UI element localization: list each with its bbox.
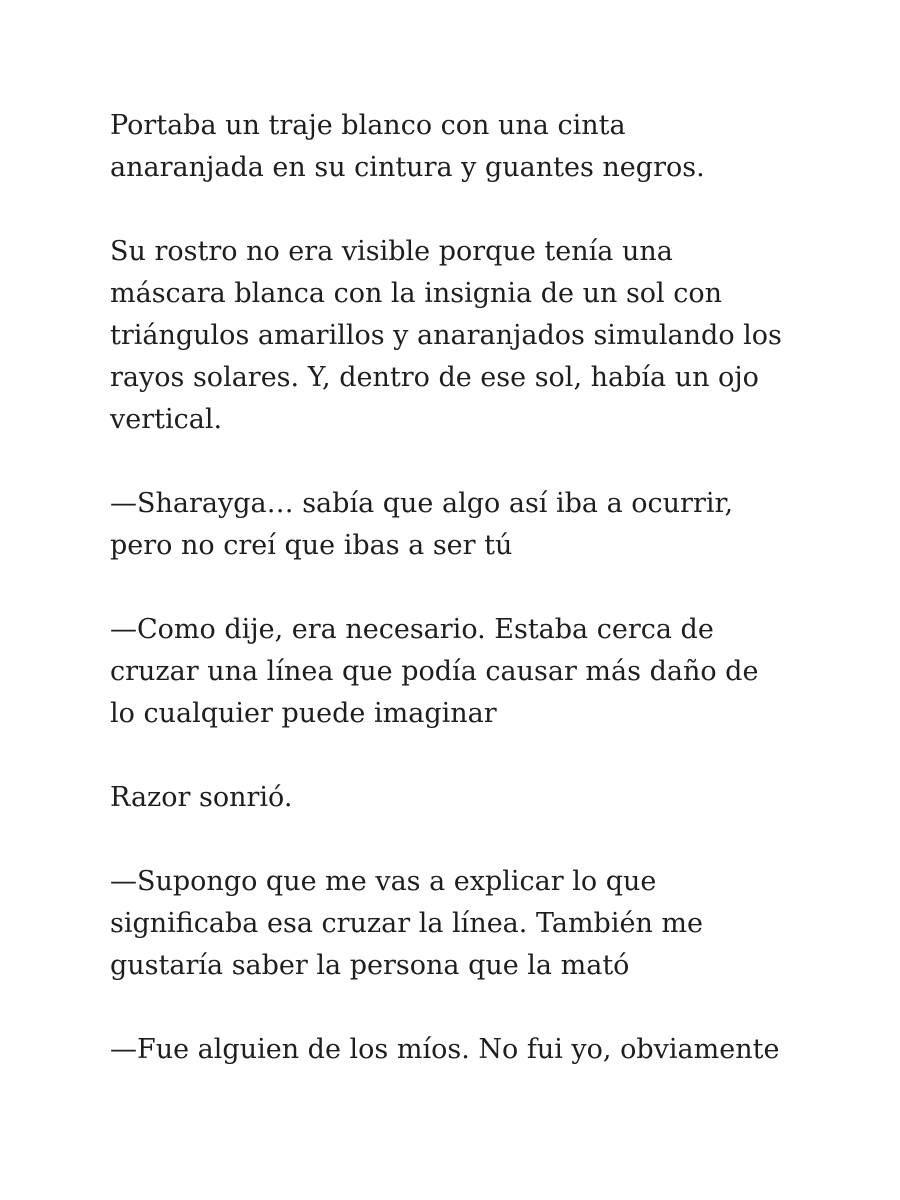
text-line: —Como dije, era necesario. Estaba cerca de — [110, 614, 714, 645]
paragraph-narration — [110, 777, 870, 819]
text-line: —Supongo que me vas a explicar lo que — [110, 866, 657, 897]
text-line: máscara blanca con la insignia de un sol con — [110, 278, 723, 309]
paragraph-description-mask — [110, 231, 870, 441]
text-line: —Sharayga… sabía que algo así iba a ocurrir, — [110, 488, 734, 519]
text-line: —Fue alguien de los míos. No fui yo, obviamente — [110, 1034, 780, 1065]
text-line: triángulos amarillos y anaranjados simulando los — [110, 320, 782, 351]
paragraph-dialogue-3 — [110, 861, 870, 987]
paragraph-description-suit — [110, 105, 870, 189]
text-line: significaba esa cruzar la línea. También me — [110, 908, 704, 939]
text-line: Su rostro no era visible porque tenía una — [110, 236, 673, 267]
text-line: anaranjada en su cintura y guantes negros. — [110, 152, 705, 183]
text-line: gustaría saber la persona que la mató — [110, 950, 630, 981]
text-line: cruzar una línea que podía causar más daño de — [110, 656, 759, 687]
text-line: vertical. — [110, 404, 223, 435]
text-line: pero no creí que ibas a ser tú — [110, 530, 513, 561]
text-line: Razor sonrió. — [110, 782, 293, 813]
text-line: rayos solares. Y, dentro de ese sol, había un ojo — [110, 362, 759, 393]
paragraph-dialogue-4 — [110, 1029, 870, 1071]
paragraph-dialogue-2 — [110, 609, 870, 735]
story-text — [110, 105, 870, 1113]
paragraph-dialogue-1 — [110, 483, 870, 567]
text-line: Portaba un traje blanco con una cinta — [110, 110, 626, 141]
text-line: lo cualquier puede imaginar — [110, 698, 497, 729]
